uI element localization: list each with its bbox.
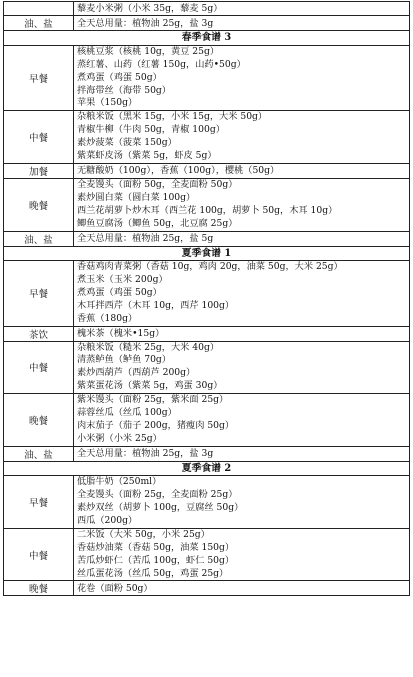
meal-items [74, 261, 410, 327]
food-item: 苹果（150g） [77, 97, 138, 109]
food-item: 青椒牛柳（牛肉 50g，青椒 100g） [77, 124, 225, 136]
food-item: 鲫鱼豆腐汤（鲫鱼 50g，北豆腐 25g） [77, 217, 238, 229]
food-item: 紫菜蛋花汤（紫菜 5g，鸡蛋 30g） [77, 380, 223, 392]
meal-label: 晚餐 [4, 581, 74, 596]
food-item: 二米饭（大米 50g，小米 25g） [77, 528, 210, 540]
meal-label: 早餐 [4, 261, 74, 327]
food-item: 肉末茄子（茄子 200g，猪瘦肉 50g） [77, 419, 235, 431]
meal-row [4, 446, 410, 461]
meal-row [4, 581, 410, 596]
food-item: 清蒸鲈鱼（鲈鱼 70g） [77, 354, 171, 366]
food-item: 拌海带丝（海带 50g） [77, 84, 171, 96]
food-item: 煮鸡蛋（鸡蛋 50g） [77, 286, 162, 298]
food-item: 蒸红薯、山药（红薯 150g，山药•50g） [77, 58, 246, 70]
meal-row [4, 326, 410, 341]
season-menu-header-row [4, 461, 410, 475]
meal-plan-body [4, 2, 410, 596]
meal-row [4, 163, 410, 178]
meal-row [4, 476, 410, 529]
meal-row [4, 341, 410, 394]
food-item: 花卷（面粉 50g） [77, 582, 153, 594]
season-menu-title [4, 461, 410, 475]
food-item: 紫米馒头（面粉 25g，紫米面 25g） [77, 394, 229, 406]
meal-label: 油、盐 [4, 446, 74, 461]
food-item: 香蕉（180g） [77, 312, 138, 324]
meal-plan-table-container [3, 1, 409, 596]
meal-label: 中餐 [4, 528, 74, 581]
meal-items [74, 394, 410, 447]
food-item: 西兰花胡萝卜炒木耳（西兰花 100g，胡萝卜 50g，木耳 10g） [77, 204, 338, 216]
meal-row [4, 261, 410, 327]
meal-row [4, 45, 410, 111]
meal-items [74, 163, 410, 178]
meal-label: 早餐 [4, 45, 74, 111]
season-menu-title [4, 246, 410, 260]
meal-label: 中餐 [4, 341, 74, 394]
meal-row [4, 111, 410, 164]
meal-label: 油、盐 [4, 16, 74, 31]
meal-label: 油、盐 [4, 231, 74, 246]
food-item: 西瓜（200g） [77, 514, 138, 526]
meal-items [74, 231, 410, 246]
food-item: 核桃豆浆（核桃 10g，黄豆 25g） [77, 45, 220, 57]
meal-label: 晚餐 [4, 178, 74, 231]
meal-label: 加餐 [4, 163, 74, 178]
food-item: 紫菜虾皮汤（紫菜 5g，虾皮 5g） [77, 150, 217, 162]
food-item: 煮玉米（玉米 200g） [77, 273, 168, 285]
food-item: 煮鸡蛋（鸡蛋 50g） [77, 71, 162, 83]
food-item: 小米粥（小米 25g） [77, 432, 162, 444]
food-item: 素炒双丝（胡萝卜 100g，豆腐丝 50g） [77, 502, 244, 513]
food-item: 全天总用量：植物油 25g，盐 3g [77, 17, 214, 29]
meal-row [4, 178, 410, 231]
meal-items [74, 326, 410, 341]
meal-label: 晚餐 [4, 394, 74, 447]
meal-items [74, 2, 410, 16]
food-item: 丝瓜蛋花汤（丝瓜 50g，鸡蛋 25g） [77, 567, 229, 579]
food-item: 素炒菠菜（菠菜 150g） [77, 137, 177, 149]
meal-items [74, 178, 410, 231]
food-item: 全天总用量：植物油 25g，盐 5g [77, 232, 214, 244]
meal-items [74, 341, 410, 394]
meal-label: 早餐 [4, 476, 74, 529]
food-item: 藜麦小米粥（小米 35g，藜麦 5g） [77, 3, 223, 14]
food-item: 蒜蓉丝瓜（丝瓜 100g） [77, 407, 177, 419]
meal-continuation-row [4, 2, 410, 16]
season-menu-header-row [4, 246, 410, 260]
food-item: 无糖酸奶（100g），香蕉（100g），樱桃（50g） [77, 165, 280, 177]
meal-items [74, 446, 410, 461]
season-menu-title-text: 夏季食谱 1 [181, 247, 232, 259]
food-item: 全天总用量：植物油 25g，盐 3g [77, 448, 214, 460]
season-menu-title-text: 春季食谱 3 [181, 32, 232, 44]
food-item: 杂粮米饭（黑米 15g，小米 15g，大米 50g） [77, 111, 268, 123]
meal-items [74, 476, 410, 529]
food-item: 香菇鸡肉青菜粥（香菇 10g，鸡肉 20g，油菜 50g，大米 25g） [77, 261, 343, 272]
meal-plan-table [3, 1, 410, 596]
food-item: 低脂牛奶（250ml） [77, 476, 162, 488]
meal-row [4, 528, 410, 581]
meal-row [4, 394, 410, 447]
food-item: 苦瓜炒虾仁（苦瓜 100g，虾仁 50g） [77, 554, 235, 566]
food-item: 全麦馒头（面粉 25g，全麦面粉 25g） [77, 489, 238, 501]
meal-label: 中餐 [4, 111, 74, 164]
meal-items [74, 111, 410, 164]
food-item: 全麦馒头（面粉 50g，全麦面粉 50g） [77, 178, 238, 190]
food-item: 槐米茶（槐米•15g） [77, 327, 165, 339]
meal-label: 茶饮 [4, 326, 74, 341]
food-item: 香菇炒油菜（香菇 50g，油菜 150g） [77, 541, 235, 553]
food-item: 素炒西葫芦（西葫芦 200g） [77, 367, 196, 379]
food-item: 杂粮米饭（糙米 25g，大米 40g） [77, 341, 220, 353]
season-menu-title [4, 31, 410, 45]
meal-label [4, 2, 74, 16]
meal-items [74, 528, 410, 581]
meal-items [74, 45, 410, 111]
season-menu-header-row [4, 31, 410, 45]
meal-items [74, 581, 410, 596]
meal-items [74, 16, 410, 31]
meal-row [4, 16, 410, 31]
food-item: 素炒圆白菜（圆白菜 100g） [77, 191, 196, 203]
meal-row [4, 231, 410, 246]
season-menu-title-text: 夏季食谱 2 [181, 462, 232, 474]
food-item: 木耳拌西芹（木耳 10g，西芹 100g） [77, 299, 235, 311]
